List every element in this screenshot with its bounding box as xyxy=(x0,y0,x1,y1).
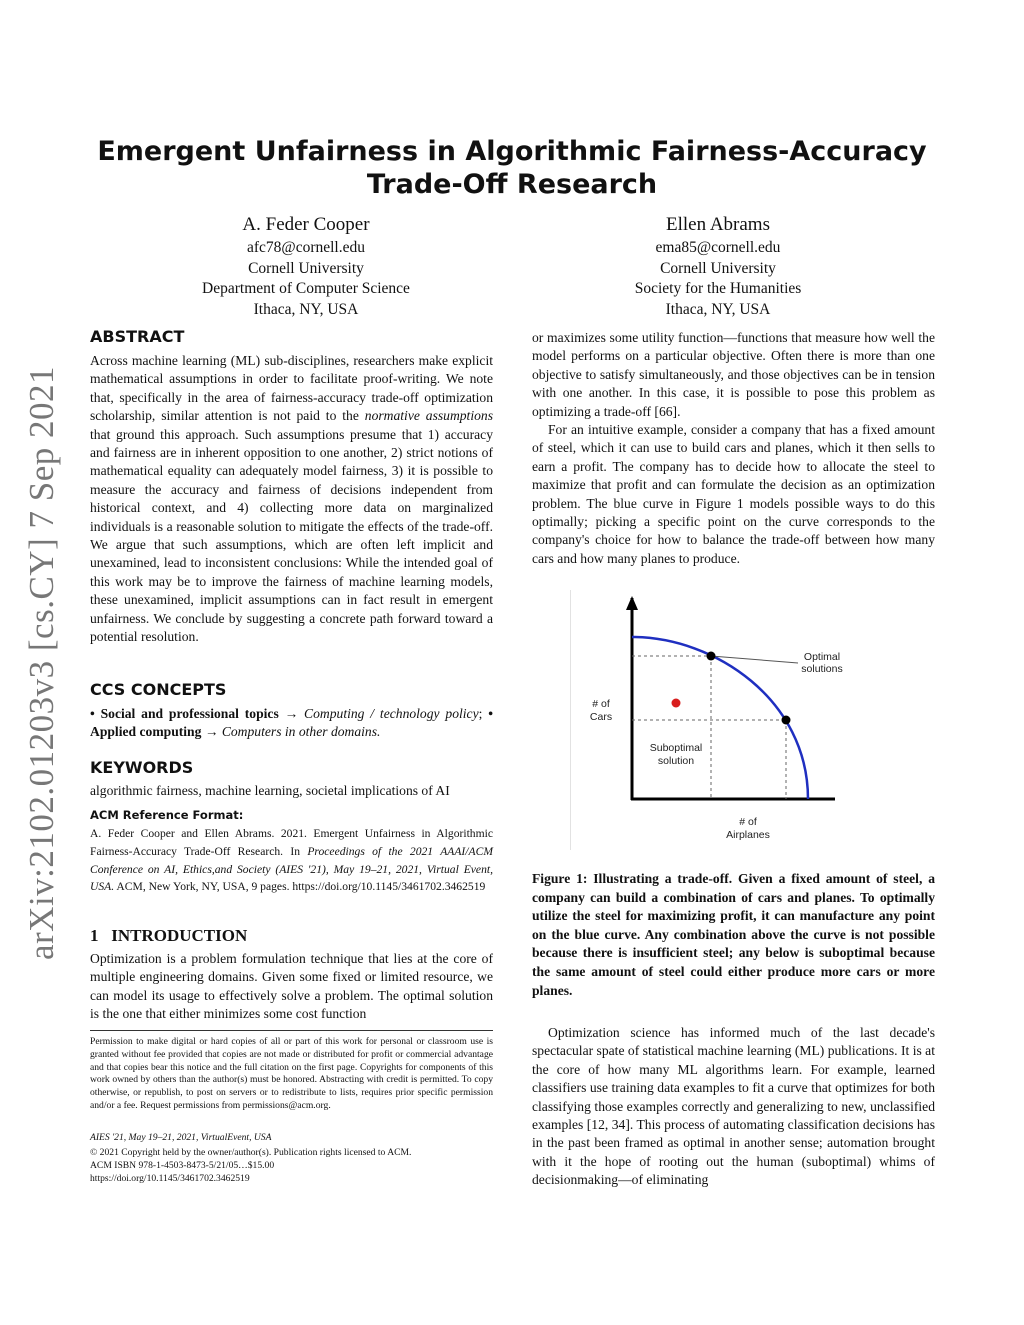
intro-text: Optimization is a problem formulation technique that lies at the core of multiple engineering domains. Given some fixed or limited resource, we can model its usage to effectively solve a problem. The optimal solution is the one that either minimizes some cost function xyxy=(90,951,493,1022)
author-department: Society for the Humanities xyxy=(634,280,802,297)
acm-ref-part-2: ACM, New York, NY, USA, 9 pages. https://doi.org/10.1145/3461702.3462519 xyxy=(114,880,486,894)
author-location: Ithaca, NY, USA xyxy=(253,300,359,318)
y-axis-label-line-2: Cars xyxy=(589,711,613,723)
title-line-1: Emergent Unfairness in Algorithmic Fairness-Accuracy xyxy=(97,136,927,167)
abstract-part-2: that ground this approach. Such assumptions presume that 1) accuracy and fairness are in inherent opposition to one another, 2) strict notions of mathematical equality can adequately model fairness, 3) it is possible to measure the accuracy and fairness of decisions independent from historical context, and 4) collecting more data on marginalized individuals is a reasonable solution to mitigate the effects of the trade-off. We argue that such assumptions, which are often left implicit and unexamined, lead to inconsistent conclusions: While the intended goal of this work may be to improve the fairness of machine learning models, these unexamined, implicit assumptions can in fact result in emergent unfairness. We conclude by suggesting a concrete path forward toward a potential resolution. xyxy=(90,426,493,645)
optimal-point xyxy=(707,652,716,661)
author-department: Department of Computer Science xyxy=(202,280,410,297)
author-affiliation: Cornell University xyxy=(660,259,776,277)
acm-ref-venue: Proceedings of the 2021 AAAI/ACM Conference on AI, Ethics,and Society (AIES '21), May 19–21, 2021, Virtual Event, USA. xyxy=(90,844,493,894)
optimal-label-line-2: solutions xyxy=(801,663,843,675)
x-axis-label-line-1: # of xyxy=(739,816,757,828)
paper-title xyxy=(0,135,1024,201)
abstract-part-1: Across machine learning (ML) sub-disciplines, researchers make explicit mathematical assumptions in order to facilitate proof-writing. We note that, specifically in the area of fairness-accuracy trade-off optimization scholarship, similar attention is not paid to the xyxy=(90,353,493,424)
arxiv-id: arXiv:2102.01203v3 [cs.CY] 7 Sep 2021 xyxy=(22,365,61,961)
suboptimal-point xyxy=(672,699,681,708)
acm-ref-text xyxy=(90,825,493,896)
ccs-concept-2: • Applied computing xyxy=(90,706,494,740)
footnote-copyright: © 2021 Copyright held by the owner/author(s). Publication rights licensed to ACM. xyxy=(90,1147,412,1158)
y-axis-label-line-1: # of xyxy=(592,698,610,710)
right-paragraph-1: or maximizes some utility function—functions that measure how well the model performs on a particular objective. Often there is more than one objective to satisfy simultaneously, and those objectives can be in tension with one another. In this case, it is possible to pose this problem as optimizing a trade-off [66]. xyxy=(532,330,935,419)
footnote-rule xyxy=(90,1030,493,1031)
footnote-permission: Permission to make digital or hard copies of all or part of this work for personal or classroom use is granted without fee provided that copies are not made or distributed for profit or commercial advantage and that copies bear this notice and the full citation on the first page. Copyrights for components of this work owned by others than the author(s) must be honored. Abstracting with credit is permitted. To copy otherwise, or republish, to post on servers or to redistribute to lists, requires prior specific permission and/or a fee. Request permissions from permissions@acm.org. xyxy=(90,1036,493,1111)
abstract-emphasis: normative assumptions xyxy=(364,408,493,424)
intro-heading xyxy=(90,926,247,946)
optimal-point xyxy=(782,716,791,725)
ccs-arrow: → xyxy=(201,724,222,740)
author-email: afc78@cornell.edu xyxy=(247,239,365,256)
ccs-concept-1: • Social and professional topics xyxy=(90,706,279,721)
suboptimal-label-line-2: solution xyxy=(657,755,695,767)
section-title: INTRODUCTION xyxy=(111,926,248,945)
title-line-2: Trade-Off Research xyxy=(366,169,658,200)
suboptimal-label-line-1: Suboptimal xyxy=(649,742,703,754)
keywords-text: algorithmic fairness, machine learning, societal implications of AI xyxy=(90,783,450,798)
acm-ref-heading: ACM Reference Format: xyxy=(90,808,244,822)
acm-ref-part-1: A. Feder Cooper and Ellen Abrams. 2021. Emergent Unfairness in Algorithmic Fairness-Accuracy Trade-Off Research. In xyxy=(90,827,493,858)
author-email: ema85@cornell.edu xyxy=(655,239,781,256)
footnote-isbn: ACM ISBN 978-1-4503-8473-5/21/05…$15.00 xyxy=(90,1160,275,1171)
tradeoff-figure xyxy=(570,590,890,850)
footnote-venue: AIES '21, May 19–21, 2021, VirtualEvent, USA xyxy=(90,1132,272,1143)
keywords-heading: KEYWORDS xyxy=(90,758,194,777)
ccs-heading: CCS CONCEPTS xyxy=(90,680,227,699)
abstract-heading: ABSTRACT xyxy=(90,327,185,346)
author-block-2 xyxy=(568,212,868,320)
right-paragraph-2: For an intuitive example, consider a company that has a fixed amount of steel, which it can use to build cars and planes, which it then sells to earn a profit. The company has to decide how to allocate the steel to maximize that profit and can formulate the decision as an optimization problem. The blue curve in Figure 1 models possible ways to do this optimally; picking a specific point on the curve corresponds to the company's choice for how to balance the trade-off between how many cars and how many planes to produce. xyxy=(532,422,935,566)
footnote-doi: https://doi.org/10.1145/3461702.3462519 xyxy=(90,1173,250,1184)
optimal-label-line-1: Optimal xyxy=(803,651,841,663)
ccs-arrow: → xyxy=(278,706,305,721)
ccs-text xyxy=(90,705,493,742)
ccs-sub-1: Computing / technology policy xyxy=(304,706,479,721)
author-name: A. Feder Cooper xyxy=(242,214,370,235)
figure-caption: Figure 1: Illustrating a trade-off. Given a fixed amount of steel, a company can build a combination of cars and planes. To optimally utilize the steel for maximizing profit, it can manufacture any point on the blue curve. Any combination above the curve is not possible because there is insufficient steel; any below is suboptimal because the same amount of steel could either produce more cars or more planes. xyxy=(532,871,935,998)
author-block-1 xyxy=(156,212,456,320)
ccs-sub-2: Computers in other domains. xyxy=(221,724,381,740)
arxiv-stamp xyxy=(22,365,62,961)
abstract-text xyxy=(90,352,493,647)
author-location: Ithaca, NY, USA xyxy=(665,300,771,318)
y-axis-arrow-icon xyxy=(626,596,638,610)
right-paragraph-3: Optimization science has informed much of the last decade's spectacular spate of statistical machine learning (ML) publications. It is at the core of how many ML algorithms learn. For example, learned classifiers use training data examples to fit a curve that optimizes for both classifying those examples correctly and generalizing to new, unclassified examples [12, 34]. This process of automating classification decisions has in the past been framed as optimal in another sense; automation brought with it the hope of rooting out the human (suboptimal) whims of decisionmaking—of eliminating xyxy=(532,1025,935,1188)
ccs-separator: ; xyxy=(478,706,489,721)
author-name: Ellen Abrams xyxy=(666,214,770,235)
author-affiliation: Cornell University xyxy=(248,259,364,277)
x-axis-label-line-2: Airplanes xyxy=(726,829,770,841)
section-number: 1 xyxy=(90,926,99,945)
